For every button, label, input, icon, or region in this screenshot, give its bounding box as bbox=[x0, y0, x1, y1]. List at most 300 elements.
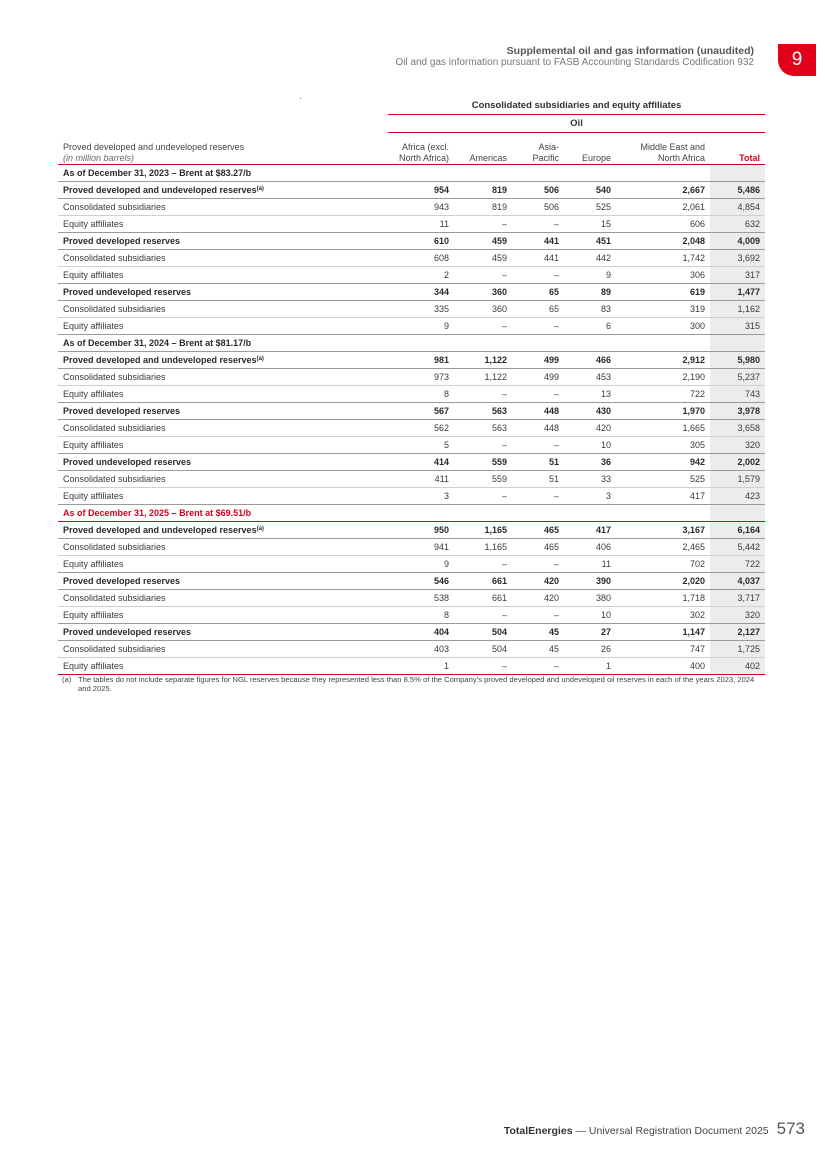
column-header-row bbox=[58, 133, 765, 165]
oil-reserves-table bbox=[58, 97, 765, 675]
empty-cell bbox=[564, 505, 616, 522]
row-label: Equity affiliates bbox=[63, 491, 124, 501]
value-cell-africa: 403 bbox=[388, 641, 454, 658]
value-cell-middle-east: 2,912 bbox=[616, 352, 710, 369]
col-header-middle-east bbox=[616, 133, 710, 165]
value-cell-europe: 13 bbox=[564, 386, 616, 403]
value-cell-total: 4,009 bbox=[710, 233, 765, 250]
value-cell-middle-east: 702 bbox=[616, 556, 710, 573]
value-cell-total: 722 bbox=[710, 556, 765, 573]
table-row bbox=[58, 573, 765, 590]
empty-cell bbox=[454, 165, 512, 182]
value-cell-africa: 414 bbox=[388, 454, 454, 471]
value-cell-africa: 950 bbox=[388, 522, 454, 539]
col-header-line1: Middle East and bbox=[640, 142, 705, 152]
value-cell-europe: 453 bbox=[564, 369, 616, 386]
value-cell-americas: 819 bbox=[454, 199, 512, 216]
table-row bbox=[58, 471, 765, 488]
row-label: Equity affiliates bbox=[63, 321, 124, 331]
value-cell-africa: 567 bbox=[388, 403, 454, 420]
row-label: Proved undeveloped reserves bbox=[63, 287, 192, 297]
table-row bbox=[58, 284, 765, 301]
value-cell-africa: 8 bbox=[388, 386, 454, 403]
value-cell-africa: 3 bbox=[388, 488, 454, 505]
row-label: Proved undeveloped reserves bbox=[63, 457, 192, 467]
value-cell-middle-east: 2,061 bbox=[616, 199, 710, 216]
table-row bbox=[58, 369, 765, 386]
col-header-line2: Europe bbox=[581, 153, 611, 163]
value-cell-africa: 1 bbox=[388, 658, 454, 675]
value-cell-middle-east: 302 bbox=[616, 607, 710, 624]
running-header bbox=[395, 45, 754, 69]
value-cell-total: 5,442 bbox=[710, 539, 765, 556]
value-cell-africa: 344 bbox=[388, 284, 454, 301]
table-row bbox=[58, 624, 765, 641]
value-cell-middle-east: 747 bbox=[616, 641, 710, 658]
value-cell-total: 315 bbox=[710, 318, 765, 335]
value-cell-total: 1,477 bbox=[710, 284, 765, 301]
value-cell-europe: 10 bbox=[564, 437, 616, 454]
value-cell-total: 5,237 bbox=[710, 369, 765, 386]
value-cell-europe: 540 bbox=[564, 182, 616, 199]
value-cell-europe: 466 bbox=[564, 352, 616, 369]
row-label: Equity affiliates bbox=[63, 219, 124, 229]
row-label: Consolidated subsidiaries bbox=[63, 423, 166, 433]
value-cell-africa: 9 bbox=[388, 556, 454, 573]
table-row bbox=[58, 403, 765, 420]
table-row bbox=[58, 267, 765, 284]
value-cell-middle-east: 305 bbox=[616, 437, 710, 454]
value-cell-americas: 459 bbox=[454, 233, 512, 250]
value-cell-total: 317 bbox=[710, 267, 765, 284]
value-cell-middle-east: 300 bbox=[616, 318, 710, 335]
value-cell-americas: 559 bbox=[454, 454, 512, 471]
value-cell-europe: 83 bbox=[564, 301, 616, 318]
value-cell-middle-east: 1,718 bbox=[616, 590, 710, 607]
footnote-mark: (a) bbox=[62, 675, 72, 684]
value-cell-middle-east: 1,970 bbox=[616, 403, 710, 420]
value-cell-asia-pacific: 65 bbox=[512, 284, 564, 301]
value-cell-asia-pacific: 448 bbox=[512, 403, 564, 420]
row-label-cell bbox=[58, 420, 388, 437]
value-cell-middle-east: 942 bbox=[616, 454, 710, 471]
value-cell-middle-east: 319 bbox=[616, 301, 710, 318]
value-cell-middle-east: 417 bbox=[616, 488, 710, 505]
row-label-cell bbox=[58, 182, 388, 199]
value-cell-americas: – bbox=[454, 437, 512, 454]
value-cell-middle-east: 2,020 bbox=[616, 573, 710, 590]
value-cell-total: 5,980 bbox=[710, 352, 765, 369]
value-cell-africa: 9 bbox=[388, 318, 454, 335]
row-header-title: Proved developed and undeveloped reserves bbox=[63, 142, 245, 152]
table-row bbox=[58, 386, 765, 403]
value-cell-europe: 36 bbox=[564, 454, 616, 471]
value-cell-europe: 9 bbox=[564, 267, 616, 284]
value-cell-asia-pacific: 65 bbox=[512, 301, 564, 318]
row-label: Consolidated subsidiaries bbox=[63, 253, 166, 263]
value-cell-africa: 562 bbox=[388, 420, 454, 437]
table-row bbox=[58, 199, 765, 216]
value-cell-americas: – bbox=[454, 318, 512, 335]
value-cell-americas: 1,122 bbox=[454, 369, 512, 386]
value-cell-asia-pacific: 441 bbox=[512, 233, 564, 250]
value-cell-europe: 451 bbox=[564, 233, 616, 250]
value-cell-middle-east: 722 bbox=[616, 386, 710, 403]
value-cell-americas: – bbox=[454, 267, 512, 284]
table-row bbox=[58, 556, 765, 573]
value-cell-europe: 6 bbox=[564, 318, 616, 335]
row-label: Equity affiliates bbox=[63, 389, 124, 399]
row-label-cell bbox=[58, 522, 388, 539]
value-cell-middle-east: 306 bbox=[616, 267, 710, 284]
value-cell-asia-pacific: 465 bbox=[512, 522, 564, 539]
empty-cell bbox=[710, 505, 765, 522]
value-cell-asia-pacific: – bbox=[512, 607, 564, 624]
row-label-cell bbox=[58, 573, 388, 590]
value-cell-americas: 504 bbox=[454, 624, 512, 641]
empty-cell bbox=[710, 165, 765, 182]
value-cell-americas: – bbox=[454, 488, 512, 505]
footnote-ref: (a) bbox=[256, 526, 264, 532]
value-cell-africa: 546 bbox=[388, 573, 454, 590]
col-header-line1: Africa (excl. bbox=[401, 142, 449, 152]
footnote bbox=[62, 675, 767, 693]
row-label-cell bbox=[58, 267, 388, 284]
value-cell-total: 2,127 bbox=[710, 624, 765, 641]
value-cell-africa: 11 bbox=[388, 216, 454, 233]
value-cell-asia-pacific: – bbox=[512, 488, 564, 505]
value-cell-americas: – bbox=[454, 216, 512, 233]
value-cell-asia-pacific: – bbox=[512, 658, 564, 675]
value-cell-americas: 1,165 bbox=[454, 539, 512, 556]
row-label: Consolidated subsidiaries bbox=[63, 304, 166, 314]
value-cell-asia-pacific: – bbox=[512, 216, 564, 233]
table-row bbox=[58, 590, 765, 607]
empty-cell bbox=[512, 165, 564, 182]
row-label: Consolidated subsidiaries bbox=[63, 474, 166, 484]
value-cell-middle-east: 606 bbox=[616, 216, 710, 233]
empty-cell bbox=[564, 335, 616, 352]
table-row bbox=[58, 301, 765, 318]
row-label: Proved developed and undeveloped reserves bbox=[63, 355, 257, 365]
value-cell-europe: 3 bbox=[564, 488, 616, 505]
value-cell-americas: 559 bbox=[454, 471, 512, 488]
table-row bbox=[58, 233, 765, 250]
value-cell-europe: 10 bbox=[564, 607, 616, 624]
value-cell-asia-pacific: 51 bbox=[512, 454, 564, 471]
table-row bbox=[58, 318, 765, 335]
value-cell-total: 1,725 bbox=[710, 641, 765, 658]
table-row bbox=[58, 420, 765, 437]
row-label-cell bbox=[58, 369, 388, 386]
value-cell-europe: 525 bbox=[564, 199, 616, 216]
row-label-cell bbox=[58, 437, 388, 454]
empty-cell bbox=[388, 165, 454, 182]
row-label-cell bbox=[58, 471, 388, 488]
row-label-cell bbox=[58, 403, 388, 420]
empty-cell bbox=[564, 165, 616, 182]
row-label-cell bbox=[58, 590, 388, 607]
value-cell-africa: 954 bbox=[388, 182, 454, 199]
row-label: Proved undeveloped reserves bbox=[63, 627, 192, 637]
product-title: Oil bbox=[388, 115, 765, 133]
value-cell-total: 1,579 bbox=[710, 471, 765, 488]
value-cell-europe: 11 bbox=[564, 556, 616, 573]
empty-cell bbox=[454, 335, 512, 352]
row-label: Consolidated subsidiaries bbox=[63, 593, 166, 603]
value-cell-africa: 608 bbox=[388, 250, 454, 267]
row-label-cell bbox=[58, 352, 388, 369]
section-title: As of December 31, 2024 – Brent at $81.17/b bbox=[58, 335, 388, 352]
row-label-cell bbox=[58, 386, 388, 403]
row-label-cell bbox=[58, 624, 388, 641]
empty-cell bbox=[616, 335, 710, 352]
row-label-cell bbox=[58, 539, 388, 556]
footer-doc-title: — Universal Registration Document 2025 bbox=[572, 1125, 769, 1137]
footnote-text: The tables do not include separate figures for NGL reserves because they represented less than 8.5% of the Company’s proved developed and undeveloped oil reserves in each of the years 2023, 2024 and 2025. bbox=[78, 675, 755, 693]
value-cell-total: 3,658 bbox=[710, 420, 765, 437]
value-cell-asia-pacific: 499 bbox=[512, 369, 564, 386]
row-label: Proved developed and undeveloped reserves bbox=[63, 185, 257, 195]
value-cell-americas: – bbox=[454, 556, 512, 573]
value-cell-asia-pacific: – bbox=[512, 386, 564, 403]
value-cell-total: 3,692 bbox=[710, 250, 765, 267]
footnote-ref: (a) bbox=[256, 356, 264, 362]
empty-cell bbox=[388, 335, 454, 352]
value-cell-americas: – bbox=[454, 607, 512, 624]
value-cell-total: 402 bbox=[710, 658, 765, 675]
empty-cell bbox=[616, 505, 710, 522]
page-number: 573 bbox=[776, 1119, 805, 1138]
table-row bbox=[58, 216, 765, 233]
value-cell-middle-east: 1,147 bbox=[616, 624, 710, 641]
value-cell-total: 3,978 bbox=[710, 403, 765, 420]
value-cell-africa: 610 bbox=[388, 233, 454, 250]
value-cell-total: 320 bbox=[710, 437, 765, 454]
row-label-cell bbox=[58, 607, 388, 624]
empty-cell bbox=[512, 505, 564, 522]
row-label-cell bbox=[58, 658, 388, 675]
value-cell-americas: – bbox=[454, 386, 512, 403]
row-label-cell bbox=[58, 216, 388, 233]
value-cell-asia-pacific: 45 bbox=[512, 624, 564, 641]
page-footer bbox=[504, 1119, 805, 1139]
value-cell-total: 3,717 bbox=[710, 590, 765, 607]
row-label: Equity affiliates bbox=[63, 440, 124, 450]
value-cell-africa: 335 bbox=[388, 301, 454, 318]
empty-cell bbox=[512, 335, 564, 352]
value-cell-americas: 563 bbox=[454, 420, 512, 437]
value-cell-americas: 661 bbox=[454, 590, 512, 607]
value-cell-asia-pacific: 51 bbox=[512, 471, 564, 488]
value-cell-americas: 360 bbox=[454, 284, 512, 301]
value-cell-asia-pacific: – bbox=[512, 318, 564, 335]
section-header-row bbox=[58, 505, 765, 522]
row-label-cell bbox=[58, 301, 388, 318]
section-title: As of December 31, 2025 – Brent at $69.51/b bbox=[58, 505, 388, 522]
value-cell-middle-east: 3,167 bbox=[616, 522, 710, 539]
value-cell-americas: 661 bbox=[454, 573, 512, 590]
value-cell-americas: 819 bbox=[454, 182, 512, 199]
empty-cell bbox=[454, 505, 512, 522]
chapter-badge: 9 bbox=[778, 44, 816, 76]
value-cell-total: 4,854 bbox=[710, 199, 765, 216]
table-row bbox=[58, 437, 765, 454]
col-header-asia-pacific bbox=[512, 133, 564, 165]
row-label: Proved developed reserves bbox=[63, 406, 181, 416]
value-cell-europe: 27 bbox=[564, 624, 616, 641]
value-cell-americas: 1,165 bbox=[454, 522, 512, 539]
row-label-cell bbox=[58, 556, 388, 573]
value-cell-middle-east: 619 bbox=[616, 284, 710, 301]
row-label: Proved developed and undeveloped reserves bbox=[63, 525, 257, 535]
table-row bbox=[58, 658, 765, 675]
row-header-unit: (in million barrels) bbox=[63, 153, 135, 163]
value-cell-total: 5,486 bbox=[710, 182, 765, 199]
row-header-cell bbox=[58, 133, 388, 165]
value-cell-americas: 1,122 bbox=[454, 352, 512, 369]
value-cell-europe: 430 bbox=[564, 403, 616, 420]
value-cell-africa: 941 bbox=[388, 539, 454, 556]
row-label: Proved developed reserves bbox=[63, 576, 181, 586]
value-cell-total: 6,164 bbox=[710, 522, 765, 539]
col-header-line2: Total bbox=[739, 153, 761, 163]
value-cell-africa: 8 bbox=[388, 607, 454, 624]
section-title: As of December 31, 2023 – Brent at $83.27/b bbox=[58, 165, 388, 182]
value-cell-africa: 404 bbox=[388, 624, 454, 641]
value-cell-asia-pacific: 506 bbox=[512, 182, 564, 199]
col-header-line2: North Africa) bbox=[398, 153, 449, 163]
table-row bbox=[58, 607, 765, 624]
row-label: Consolidated subsidiaries bbox=[63, 644, 166, 654]
footer-text bbox=[504, 1125, 769, 1137]
value-cell-asia-pacific: – bbox=[512, 556, 564, 573]
table-row bbox=[58, 182, 765, 199]
value-cell-europe: 33 bbox=[564, 471, 616, 488]
value-cell-asia-pacific: 420 bbox=[512, 590, 564, 607]
value-cell-middle-east: 1,665 bbox=[616, 420, 710, 437]
value-cell-middle-east: 525 bbox=[616, 471, 710, 488]
value-cell-americas: – bbox=[454, 658, 512, 675]
section-header-row bbox=[58, 165, 765, 182]
value-cell-europe: 89 bbox=[564, 284, 616, 301]
value-cell-total: 4,037 bbox=[710, 573, 765, 590]
value-cell-europe: 390 bbox=[564, 573, 616, 590]
value-cell-asia-pacific: 499 bbox=[512, 352, 564, 369]
value-cell-total: 743 bbox=[710, 386, 765, 403]
empty-cell bbox=[616, 165, 710, 182]
row-label: Consolidated subsidiaries bbox=[63, 372, 166, 382]
row-label-cell bbox=[58, 318, 388, 335]
header-title: Supplemental oil and gas information (unaudited) bbox=[506, 45, 754, 57]
value-cell-asia-pacific: 465 bbox=[512, 539, 564, 556]
table-row bbox=[58, 539, 765, 556]
value-cell-americas: 504 bbox=[454, 641, 512, 658]
col-header-line2: Pacific bbox=[532, 153, 559, 163]
group-title: Consolidated subsidiaries and equity affiliates bbox=[388, 97, 765, 115]
table-row bbox=[58, 454, 765, 471]
footnote-ref: (a) bbox=[256, 186, 264, 192]
table-row bbox=[58, 488, 765, 505]
table-row bbox=[58, 352, 765, 369]
value-cell-asia-pacific: – bbox=[512, 437, 564, 454]
value-cell-europe: 420 bbox=[564, 420, 616, 437]
value-cell-middle-east: 400 bbox=[616, 658, 710, 675]
row-label-cell bbox=[58, 454, 388, 471]
value-cell-asia-pacific: 441 bbox=[512, 250, 564, 267]
value-cell-asia-pacific: – bbox=[512, 267, 564, 284]
value-cell-africa: 538 bbox=[388, 590, 454, 607]
value-cell-total: 423 bbox=[710, 488, 765, 505]
col-header-line1: Asia- bbox=[538, 142, 559, 152]
row-label: Equity affiliates bbox=[63, 559, 124, 569]
col-header-line2: North Africa bbox=[657, 153, 705, 163]
col-header-africa bbox=[388, 133, 454, 165]
value-cell-total: 320 bbox=[710, 607, 765, 624]
value-cell-total: 1,162 bbox=[710, 301, 765, 318]
section-header-row bbox=[58, 335, 765, 352]
value-cell-europe: 417 bbox=[564, 522, 616, 539]
col-header-europe bbox=[564, 133, 616, 165]
value-cell-asia-pacific: 506 bbox=[512, 199, 564, 216]
value-cell-asia-pacific: 420 bbox=[512, 573, 564, 590]
row-label: Equity affiliates bbox=[63, 661, 124, 671]
row-label: Consolidated subsidiaries bbox=[63, 542, 166, 552]
value-cell-middle-east: 1,742 bbox=[616, 250, 710, 267]
col-header-total bbox=[710, 133, 765, 165]
value-cell-middle-east: 2,465 bbox=[616, 539, 710, 556]
value-cell-europe: 15 bbox=[564, 216, 616, 233]
row-label-cell bbox=[58, 250, 388, 267]
row-label: Equity affiliates bbox=[63, 270, 124, 280]
value-cell-total: 632 bbox=[710, 216, 765, 233]
row-label: Proved developed reserves bbox=[63, 236, 181, 246]
table-row bbox=[58, 641, 765, 658]
value-cell-africa: 981 bbox=[388, 352, 454, 369]
value-cell-europe: 26 bbox=[564, 641, 616, 658]
header-subtitle: Oil and gas information pursuant to FASB Accounting Standards Codification 932 bbox=[395, 57, 754, 68]
value-cell-americas: 563 bbox=[454, 403, 512, 420]
value-cell-africa: 943 bbox=[388, 199, 454, 216]
row-label-cell bbox=[58, 199, 388, 216]
row-label-cell bbox=[58, 233, 388, 250]
value-cell-africa: 973 bbox=[388, 369, 454, 386]
table-row bbox=[58, 522, 765, 539]
value-cell-asia-pacific: 45 bbox=[512, 641, 564, 658]
row-label-cell bbox=[58, 488, 388, 505]
col-header-line2: Americas bbox=[469, 153, 507, 163]
row-label-cell bbox=[58, 641, 388, 658]
row-label: Equity affiliates bbox=[63, 610, 124, 620]
row-label-cell bbox=[58, 284, 388, 301]
value-cell-europe: 1 bbox=[564, 658, 616, 675]
value-cell-asia-pacific: 448 bbox=[512, 420, 564, 437]
value-cell-africa: 5 bbox=[388, 437, 454, 454]
empty-cell bbox=[388, 505, 454, 522]
value-cell-middle-east: 2,190 bbox=[616, 369, 710, 386]
value-cell-europe: 406 bbox=[564, 539, 616, 556]
value-cell-middle-east: 2,048 bbox=[616, 233, 710, 250]
value-cell-africa: 411 bbox=[388, 471, 454, 488]
value-cell-middle-east: 2,667 bbox=[616, 182, 710, 199]
row-label: Consolidated subsidiaries bbox=[63, 202, 166, 212]
value-cell-total: 2,002 bbox=[710, 454, 765, 471]
value-cell-americas: 360 bbox=[454, 301, 512, 318]
value-cell-americas: 459 bbox=[454, 250, 512, 267]
value-cell-europe: 442 bbox=[564, 250, 616, 267]
footer-brand: TotalEnergies bbox=[503, 1125, 573, 1137]
col-header-americas bbox=[454, 133, 512, 165]
